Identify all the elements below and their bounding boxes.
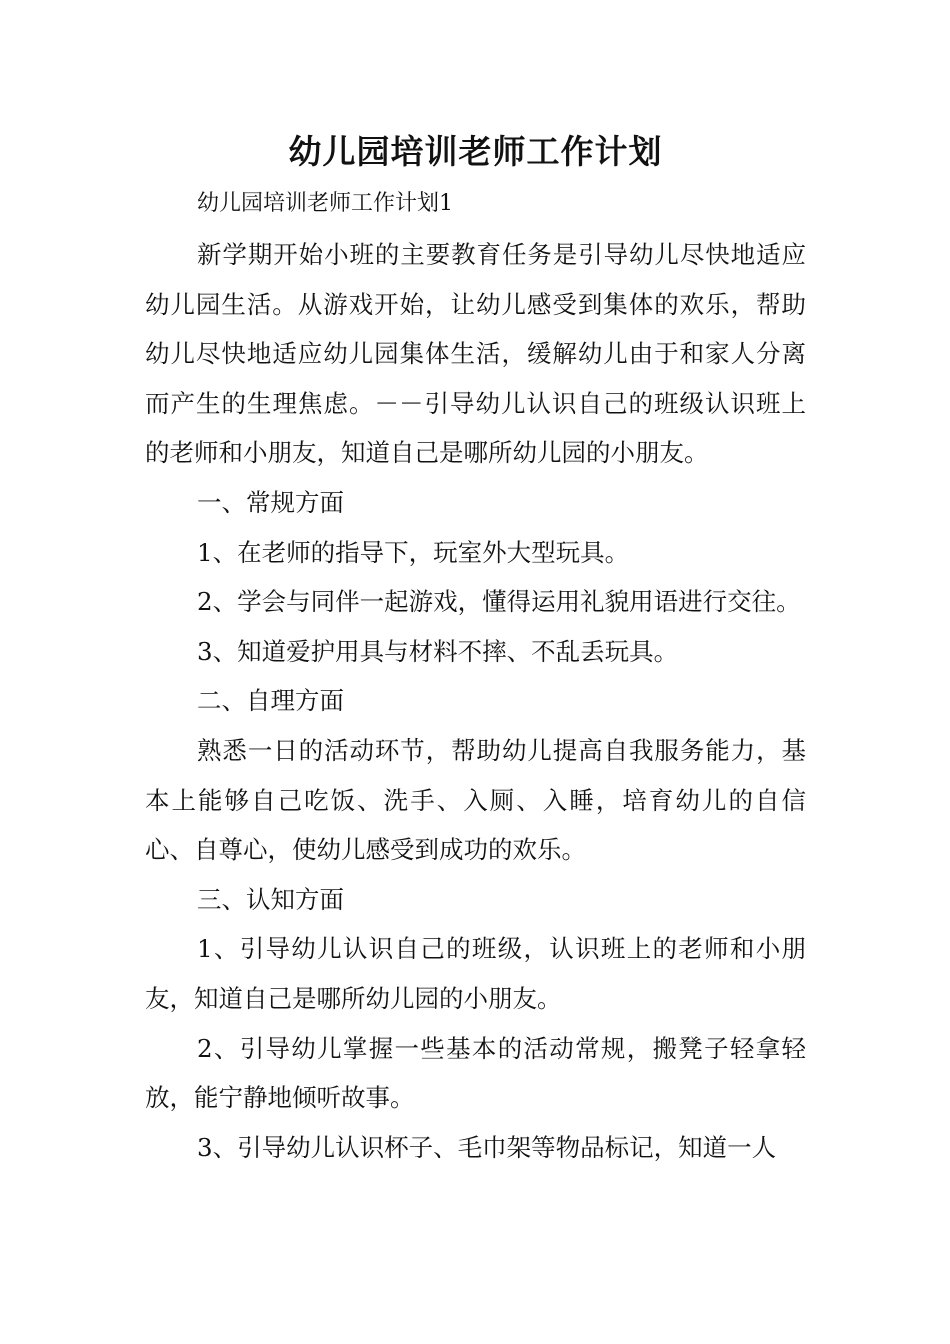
document-body [145, 230, 806, 1172]
document-subtitle: 幼儿园培训老师工作计划1 [197, 191, 453, 216]
list-item: 2、学会与同伴一起游戏，懂得运用礼貌用语进行交往。 [197, 587, 801, 617]
paragraph-self-care: 熟悉一日的活动环节，帮助幼儿提高自我服务能力，基本上能够自己吃饭、洗手、入厕、入睡，培育幼儿的自信心、自尊心，使幼儿感受到成功的欢乐。 [145, 735, 806, 865]
section-heading-routine: 一、常规方面 [197, 487, 344, 517]
list-item: 3、知道爱护用具与材料不摔、不乱丢玩具。 [197, 636, 679, 666]
section-heading-self-care: 二、自理方面 [197, 686, 344, 716]
list-item: 1、引导幼儿认识自己的班级，认识班上的老师和小朋友，知道自己是哪所幼儿园的小朋友。 [145, 934, 806, 1013]
list-item: 1、在老师的指导下，玩室外大型玩具。 [197, 537, 630, 567]
list-item: 2、引导幼儿掌握一些基本的活动常规，搬凳子轻拿轻放，能宁静地倾听故事。 [145, 1033, 806, 1113]
document-title: 幼儿园培训老师工作计划 [288, 132, 663, 171]
paragraph-intro: 新学期开始小班的主要教育任务是引导幼儿尽快地适应幼儿园生活。从游戏开始，让幼儿感受到集体的欢乐，帮助幼儿尽快地适应幼儿园集体生活，缓解幼儿由于和家人分离而产生的生理焦虑。－－引导幼儿认识自己的班级认识班上的老师和小朋友，知道自己是哪所幼儿园的小朋友。 [145, 240, 806, 468]
list-item: 3、引导幼儿认识杯子、毛巾架等物品标记，知道一人 [197, 1132, 777, 1162]
section-heading-cognition: 三、认知方面 [197, 884, 344, 914]
